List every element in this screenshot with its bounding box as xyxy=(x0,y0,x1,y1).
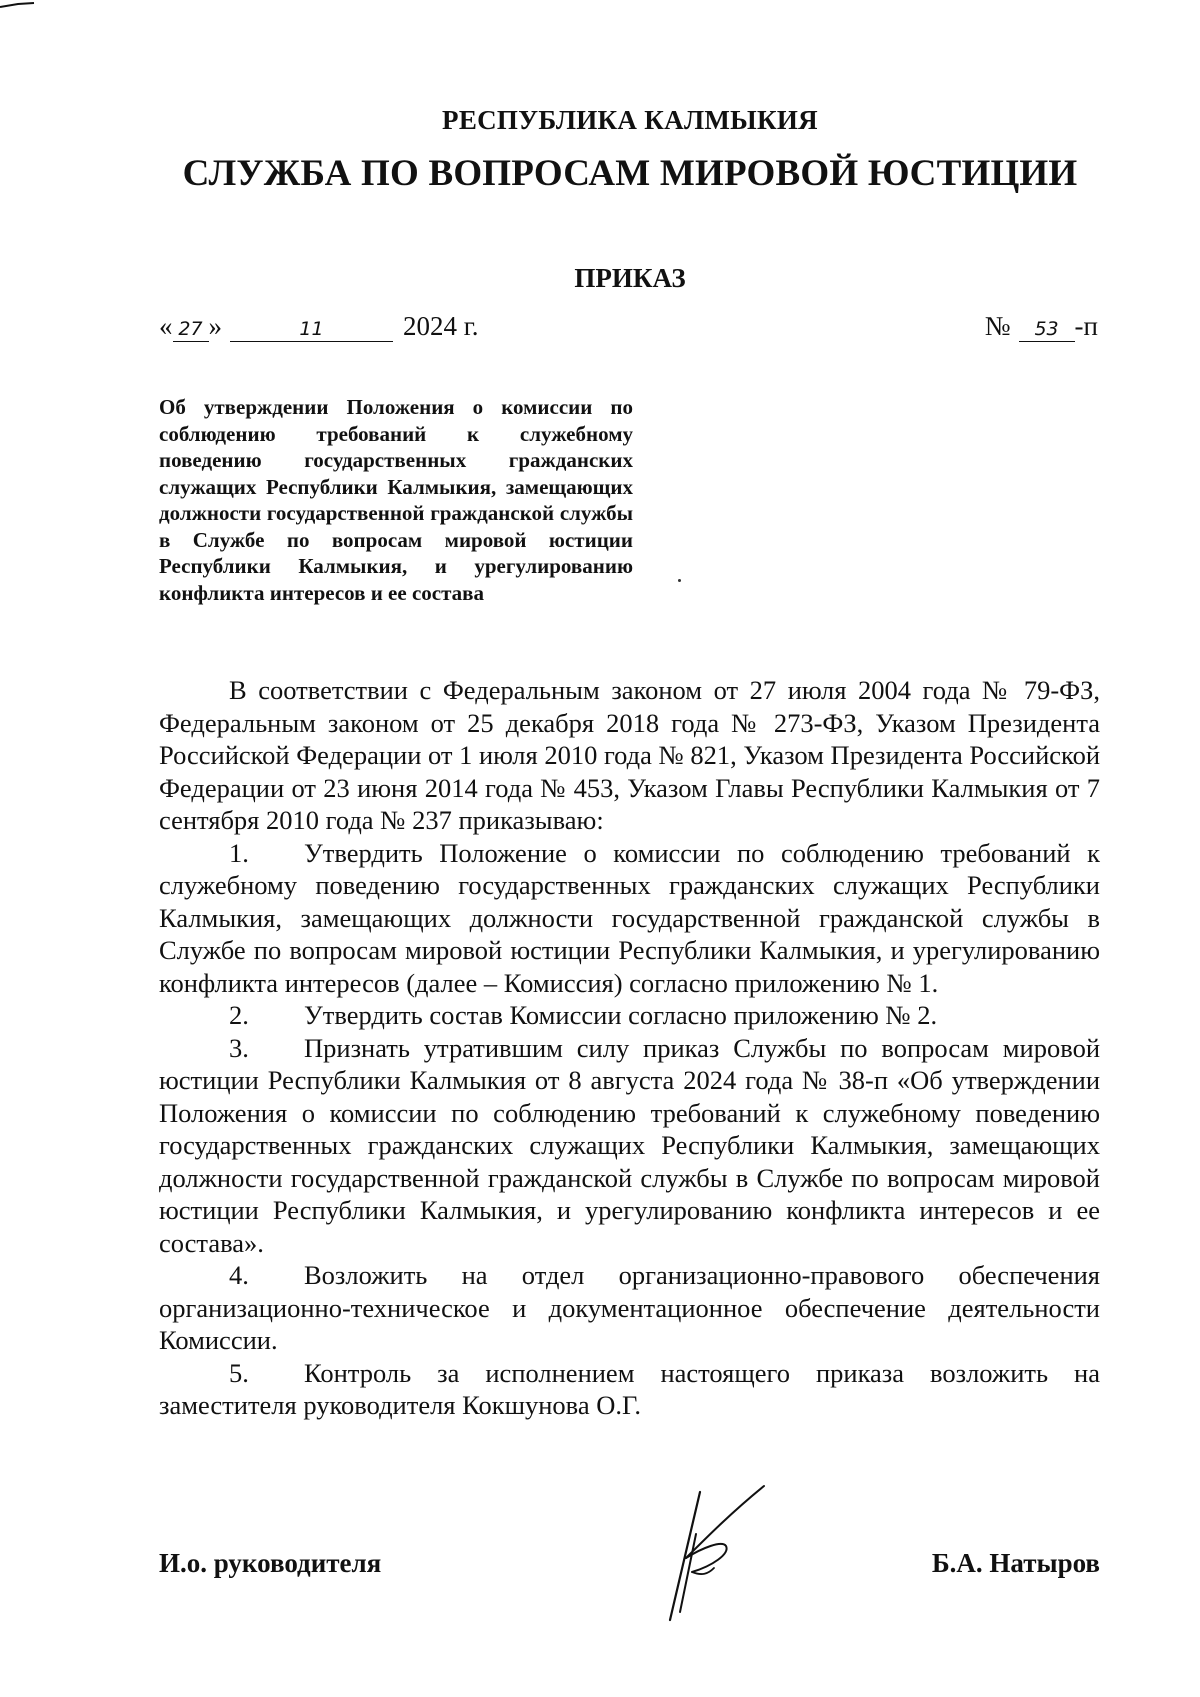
handwritten-signature xyxy=(652,1482,772,1622)
date-day: 27 xyxy=(173,317,209,342)
order-body xyxy=(159,674,1100,1422)
number-sign: № xyxy=(984,311,1011,341)
item-number: 3. xyxy=(229,1032,249,1063)
date-month: 11 xyxy=(230,317,393,342)
order-number-line xyxy=(985,311,1098,342)
scan-corner-mark xyxy=(0,2,40,8)
order-item xyxy=(159,837,1100,1000)
preamble: В соответствии с Федеральным законом от 27 июля 2004 года № 79-ФЗ, Федеральным законом от 25 декабря 2018 года № 273-ФЗ, Указом Президента Российской Федерации от 1 июля 2010 года № 821, Указом Президента Российской Федерации от 23 июня 2014 года № 453, Указом Главы Республики Калмыкия от 7 сентября 2010 года № 237 приказываю: xyxy=(159,675,1100,835)
item-number: 5. xyxy=(229,1357,249,1388)
signatory-position: И.о. руководителя xyxy=(159,1548,382,1578)
republic-heading: РЕСПУБЛИКА КАЛМЫКИЯ xyxy=(442,105,818,135)
order-item xyxy=(159,1259,1100,1357)
item-text: Утвердить Положение о комиссии по соблюдению требований к служебному поведению государственных гражданских служащих Республики Калмыкия, замещающих должности государственной гражданской службы в Службе по вопросам мировой юстиции Республики Калмыкия, и урегулированию конфликта интересов (далее – Комиссия) согласно приложению № 1. xyxy=(159,837,1100,998)
order-subject: Об утверждении Положения о комиссии по соблюдению требований к служебному поведению государственных гражданских служащих Республики Калмыкия, замещающих должности государственной гражданской службы в Службе по вопросам мировой юстиции Республики Калмыкия, и урегулированию конфликта интересов и ее состава xyxy=(159,395,633,605)
signatory-name: Б.А. Натыров xyxy=(931,1548,1100,1578)
order-item xyxy=(159,999,1100,1032)
number-suffix: -п xyxy=(1074,311,1098,341)
document-type-heading: ПРИКАЗ xyxy=(574,263,686,293)
item-text: Признать утратившим силу приказ Службы по вопросам мировой юстиции Республики Калмыкия от 8 августа 2024 года № 38-п «Об утверждении Положения о комиссии по соблюдению требований к служебному поведению государственных гражданских служащих Республики Калмыкия, замещающих должности государственной гражданской службы в Службе по вопросам мировой юстиции Республики Калмыкия, и урегулированию конфликта интересов и ее состава». xyxy=(159,1032,1100,1258)
order-number: 53 xyxy=(1019,317,1075,342)
agency-heading: СЛУЖБА ПО ВОПРОСАМ МИРОВОЙ ЮСТИЦИИ xyxy=(182,153,1078,194)
item-number: 2. xyxy=(229,1000,249,1030)
item-text: Контроль за исполнением настоящего приказа возложить на заместителя руководителя Кокшунова О.Г. xyxy=(159,1357,1100,1420)
order-item xyxy=(159,1032,1100,1260)
item-number: 1. xyxy=(229,837,249,868)
date-line xyxy=(159,311,479,342)
item-number: 4. xyxy=(229,1260,249,1290)
date-open-quote: « xyxy=(159,311,173,341)
item-text: Утвердить состав Комиссии согласно приложению № 2. xyxy=(304,1000,938,1030)
item-text: Возложить на отдел организационно-правового обеспечения организационно-техническое и документационное обеспечение деятельности Комиссии. xyxy=(159,1260,1100,1355)
order-item xyxy=(159,1357,1100,1422)
date-close-quote: » xyxy=(208,311,222,341)
date-year: 2024 г. xyxy=(403,311,479,341)
scan-speck xyxy=(678,579,681,582)
